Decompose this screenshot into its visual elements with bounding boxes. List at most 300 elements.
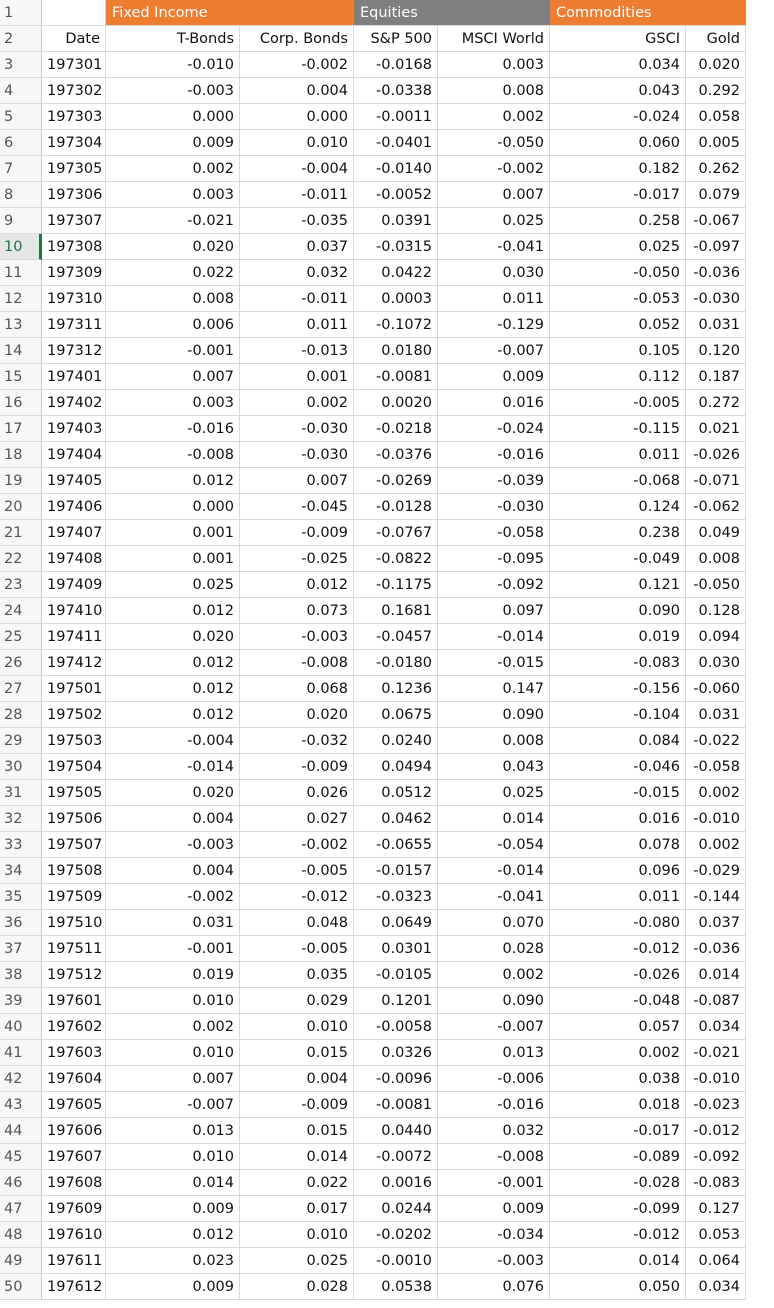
table-cell[interactable]: -0.0105 [354,962,438,988]
row-header[interactable]: 2 [0,26,42,52]
table-cell[interactable]: 197302 [42,78,106,104]
table-cell[interactable]: -0.011 [240,182,354,208]
table-cell[interactable]: 0.017 [240,1196,354,1222]
table-cell[interactable]: -0.0168 [354,52,438,78]
row-header[interactable]: 28 [0,702,42,728]
table-cell[interactable]: 0.004 [240,1066,354,1092]
table-cell[interactable]: 197307 [42,208,106,234]
table-cell[interactable]: 0.025 [438,208,550,234]
row-header[interactable]: 32 [0,806,42,832]
table-cell[interactable]: -0.012 [686,1118,746,1144]
table-cell[interactable]: 0.1681 [354,598,438,624]
table-cell[interactable]: -0.021 [106,208,240,234]
table-cell[interactable]: 0.090 [438,988,550,1014]
table-cell[interactable]: -0.035 [240,208,354,234]
table-cell[interactable]: 0.147 [438,676,550,702]
row-header[interactable]: 9 [0,208,42,234]
table-cell[interactable]: 197310 [42,286,106,312]
table-cell[interactable]: 0.013 [438,1040,550,1066]
row-header[interactable]: 46 [0,1170,42,1196]
table-cell[interactable]: 0.008 [686,546,746,572]
table-cell[interactable]: -0.0011 [354,104,438,130]
table-cell[interactable]: -0.1175 [354,572,438,598]
table-cell[interactable]: 0.003 [438,52,550,78]
table-cell[interactable]: -0.045 [240,494,354,520]
table-cell[interactable]: -0.009 [240,520,354,546]
table-cell[interactable]: 0.031 [106,910,240,936]
table-cell[interactable]: -0.025 [240,546,354,572]
table-cell[interactable]: 0.030 [686,650,746,676]
table-cell[interactable]: -0.028 [550,1170,686,1196]
table-cell[interactable]: 197601 [42,988,106,1014]
table-cell[interactable]: 0.011 [550,884,686,910]
table-cell[interactable]: -0.067 [686,208,746,234]
table-cell[interactable]: 0.073 [240,598,354,624]
table-cell[interactable]: -0.041 [438,234,550,260]
table-cell[interactable]: -0.026 [686,442,746,468]
table-cell[interactable]: -0.097 [686,234,746,260]
row-header[interactable]: 48 [0,1222,42,1248]
table-cell[interactable]: -0.0096 [354,1066,438,1092]
table-cell[interactable]: -0.016 [438,442,550,468]
table-cell[interactable]: 0.009 [106,1274,240,1300]
table-cell[interactable]: 0.002 [550,1040,686,1066]
table-cell[interactable]: 0.025 [106,572,240,598]
group-header-fixed-income[interactable]: Fixed Income [106,0,354,26]
table-cell[interactable]: 197412 [42,650,106,676]
table-cell[interactable]: 197505 [42,780,106,806]
table-cell[interactable]: -0.002 [240,832,354,858]
table-cell[interactable]: -0.004 [240,156,354,182]
table-cell[interactable]: 0.007 [438,182,550,208]
table-cell[interactable]: 0.020 [106,624,240,650]
table-cell[interactable]: 0.094 [686,624,746,650]
table-cell[interactable]: -0.016 [106,416,240,442]
table-cell[interactable]: 0.052 [550,312,686,338]
table-cell[interactable]: 0.0462 [354,806,438,832]
table-cell[interactable]: 0.015 [240,1118,354,1144]
row-header[interactable]: 49 [0,1248,42,1274]
table-cell[interactable]: 0.112 [550,364,686,390]
table-cell[interactable]: 0.079 [686,182,746,208]
table-cell[interactable]: 197605 [42,1092,106,1118]
table-cell[interactable]: -0.009 [240,754,354,780]
table-cell[interactable]: 0.0180 [354,338,438,364]
row-header[interactable]: 19 [0,468,42,494]
table-cell[interactable]: -0.092 [686,1144,746,1170]
table-cell[interactable]: -0.0822 [354,546,438,572]
table-cell[interactable]: -0.071 [686,468,746,494]
table-cell[interactable]: 0.009 [106,130,240,156]
table-cell[interactable]: 0.0675 [354,702,438,728]
table-cell[interactable]: -0.087 [686,988,746,1014]
table-cell[interactable]: 0.025 [438,780,550,806]
table-cell[interactable]: 0.012 [106,702,240,728]
table-cell[interactable]: 197611 [42,1248,106,1274]
table-cell[interactable]: -0.012 [240,884,354,910]
table-cell[interactable]: 0.005 [686,130,746,156]
table-cell[interactable]: 0.0512 [354,780,438,806]
table-cell[interactable]: 0.022 [106,260,240,286]
table-cell[interactable]: 0.032 [240,260,354,286]
table-cell[interactable]: 0.292 [686,78,746,104]
table-cell[interactable]: 0.187 [686,364,746,390]
table-cell[interactable]: 0.011 [550,442,686,468]
table-cell[interactable]: -0.030 [438,494,550,520]
table-cell[interactable]: 0.014 [106,1170,240,1196]
table-cell[interactable]: 0.020 [106,234,240,260]
table-cell[interactable]: 0.084 [550,728,686,754]
table-cell[interactable]: -0.104 [550,702,686,728]
table-cell[interactable]: 197608 [42,1170,106,1196]
table-cell[interactable]: 0.031 [686,702,746,728]
column-header-t-bonds[interactable]: T-Bonds [106,26,240,52]
table-cell[interactable]: 0.0391 [354,208,438,234]
table-cell[interactable]: 197409 [42,572,106,598]
table-cell[interactable]: 0.002 [106,1014,240,1040]
table-cell[interactable]: 197607 [42,1144,106,1170]
table-cell[interactable]: 0.009 [106,1196,240,1222]
table-cell[interactable]: 197508 [42,858,106,884]
row-header[interactable]: 3 [0,52,42,78]
table-cell[interactable]: 197312 [42,338,106,364]
table-cell[interactable]: -0.010 [686,1066,746,1092]
table-cell[interactable]: 197506 [42,806,106,832]
column-header-corp-bonds[interactable]: Corp. Bonds [240,26,354,52]
table-cell[interactable]: 197401 [42,364,106,390]
row-header[interactable]: 29 [0,728,42,754]
table-cell[interactable]: 0.000 [106,494,240,520]
table-cell[interactable]: 0.0016 [354,1170,438,1196]
column-header-gold[interactable]: Gold [686,26,746,52]
table-cell[interactable]: -0.0157 [354,858,438,884]
table-cell[interactable]: 197301 [42,52,106,78]
table-cell[interactable]: -0.054 [438,832,550,858]
table-cell[interactable]: 0.000 [106,104,240,130]
table-cell[interactable]: 0.008 [106,286,240,312]
table-cell[interactable]: 197411 [42,624,106,650]
table-cell[interactable]: -0.0655 [354,832,438,858]
table-cell[interactable]: -0.129 [438,312,550,338]
row-header[interactable]: 25 [0,624,42,650]
table-cell[interactable]: 0.027 [240,806,354,832]
table-cell[interactable]: 0.0020 [354,390,438,416]
table-cell[interactable]: 197510 [42,910,106,936]
table-cell[interactable]: 0.043 [438,754,550,780]
row-header[interactable]: 47 [0,1196,42,1222]
table-cell[interactable]: -0.0218 [354,416,438,442]
table-cell[interactable]: 0.030 [438,260,550,286]
table-cell[interactable]: -0.0081 [354,364,438,390]
table-cell[interactable]: -0.068 [550,468,686,494]
table-cell[interactable]: 197501 [42,676,106,702]
table-cell[interactable]: -0.011 [240,286,354,312]
table-cell[interactable]: 0.001 [106,520,240,546]
column-header-date[interactable]: Date [42,26,106,52]
table-cell[interactable]: 0.007 [106,1066,240,1092]
row-header[interactable]: 21 [0,520,42,546]
table-cell[interactable]: 0.018 [550,1092,686,1118]
table-cell[interactable]: 197610 [42,1222,106,1248]
group-header-equities[interactable]: Equities [354,0,550,26]
row-header[interactable]: 26 [0,650,42,676]
table-cell[interactable]: 0.182 [550,156,686,182]
table-cell[interactable]: 0.009 [438,1196,550,1222]
table-cell[interactable]: -0.003 [106,78,240,104]
table-cell[interactable]: 0.019 [550,624,686,650]
table-cell[interactable]: -0.053 [550,286,686,312]
table-cell[interactable]: 197504 [42,754,106,780]
table-cell[interactable]: 0.053 [686,1222,746,1248]
table-cell[interactable]: 0.0326 [354,1040,438,1066]
table-cell[interactable]: -0.0323 [354,884,438,910]
table-cell[interactable]: -0.0058 [354,1014,438,1040]
table-cell[interactable]: 0.048 [240,910,354,936]
table-cell[interactable]: -0.015 [550,780,686,806]
table-cell[interactable]: 0.0240 [354,728,438,754]
table-cell[interactable]: 0.025 [550,234,686,260]
table-cell[interactable]: 0.068 [240,676,354,702]
table-cell[interactable]: -0.036 [686,260,746,286]
table-cell[interactable]: -0.0072 [354,1144,438,1170]
table-cell[interactable]: -0.006 [438,1066,550,1092]
table-cell[interactable]: -0.003 [240,624,354,650]
row-header[interactable]: 41 [0,1040,42,1066]
table-cell[interactable]: -0.0457 [354,624,438,650]
table-cell[interactable]: -0.021 [686,1040,746,1066]
table-cell[interactable]: 0.003 [106,390,240,416]
table-cell[interactable]: 0.014 [550,1248,686,1274]
table-cell[interactable]: -0.008 [438,1144,550,1170]
table-cell[interactable]: 0.070 [438,910,550,936]
table-cell[interactable]: -0.004 [106,728,240,754]
table-cell[interactable]: 0.096 [550,858,686,884]
table-cell[interactable]: -0.014 [106,754,240,780]
table-cell[interactable]: 0.010 [106,988,240,1014]
row-header[interactable]: 14 [0,338,42,364]
table-cell[interactable]: 0.001 [240,364,354,390]
table-cell[interactable]: -0.007 [438,1014,550,1040]
table-cell[interactable]: -0.0180 [354,650,438,676]
row-header[interactable]: 50 [0,1274,42,1300]
table-cell[interactable]: -0.013 [240,338,354,364]
row-header[interactable]: 16 [0,390,42,416]
table-cell[interactable]: -0.029 [686,858,746,884]
row-header[interactable]: 22 [0,546,42,572]
table-cell[interactable]: -0.0269 [354,468,438,494]
table-cell[interactable]: 0.0538 [354,1274,438,1300]
row-header[interactable]: 37 [0,936,42,962]
table-cell[interactable]: -0.001 [106,936,240,962]
table-cell[interactable]: -0.017 [550,182,686,208]
table-cell[interactable]: 197405 [42,468,106,494]
table-cell[interactable]: -0.041 [438,884,550,910]
table-cell[interactable]: 0.037 [686,910,746,936]
table-cell[interactable]: -0.009 [240,1092,354,1118]
table-cell[interactable]: -0.008 [240,650,354,676]
table-cell[interactable]: 197603 [42,1040,106,1066]
table-cell[interactable]: 0.097 [438,598,550,624]
table-cell[interactable]: -0.048 [550,988,686,1014]
table-cell[interactable]: -0.032 [240,728,354,754]
table-cell[interactable]: 0.038 [550,1066,686,1092]
table-cell[interactable]: 0.004 [240,78,354,104]
row-header[interactable]: 1 [0,0,42,26]
table-cell[interactable]: 197303 [42,104,106,130]
row-header[interactable]: 12 [0,286,42,312]
table-cell[interactable]: -0.001 [106,338,240,364]
column-header-gsci[interactable]: GSCI [550,26,686,52]
table-cell[interactable]: 0.0003 [354,286,438,312]
row-header[interactable]: 10 [0,234,42,260]
table-cell[interactable]: -0.0767 [354,520,438,546]
table-cell[interactable]: 0.029 [240,988,354,1014]
table-cell[interactable]: 0.090 [550,598,686,624]
table-cell[interactable]: 0.023 [106,1248,240,1274]
row-header[interactable]: 27 [0,676,42,702]
table-cell[interactable]: 197406 [42,494,106,520]
row-header[interactable]: 18 [0,442,42,468]
table-cell[interactable]: 197403 [42,416,106,442]
table-cell[interactable]: 197407 [42,520,106,546]
table-cell[interactable]: -0.0315 [354,234,438,260]
table-cell[interactable]: 0.034 [550,52,686,78]
table-cell[interactable]: -0.083 [550,650,686,676]
row-header[interactable]: 4 [0,78,42,104]
table-cell[interactable]: 0.026 [240,780,354,806]
table-cell[interactable]: 0.016 [438,390,550,416]
table-cell[interactable]: 0.012 [106,468,240,494]
table-cell[interactable]: 197512 [42,962,106,988]
table-cell[interactable]: -0.012 [550,1222,686,1248]
table-cell[interactable]: 0.010 [240,1014,354,1040]
table-cell[interactable]: 0.007 [240,468,354,494]
table-cell[interactable]: 0.011 [438,286,550,312]
table-cell[interactable]: -0.012 [550,936,686,962]
table-cell[interactable]: 0.016 [550,806,686,832]
table-cell[interactable]: 0.012 [106,676,240,702]
table-cell[interactable]: 0.037 [240,234,354,260]
row-header[interactable]: 11 [0,260,42,286]
table-cell[interactable]: 0.121 [550,572,686,598]
table-cell[interactable]: -0.050 [438,130,550,156]
table-cell[interactable]: 0.012 [106,598,240,624]
table-cell[interactable]: -0.002 [240,52,354,78]
table-cell[interactable]: 0.002 [438,104,550,130]
table-cell[interactable]: -0.144 [686,884,746,910]
table-cell[interactable]: 0.022 [240,1170,354,1196]
table-cell[interactable]: 0.020 [106,780,240,806]
table-cell[interactable]: -0.046 [550,754,686,780]
table-cell[interactable]: -0.092 [438,572,550,598]
table-cell[interactable]: 0.003 [106,182,240,208]
table-cell[interactable]: -0.034 [438,1222,550,1248]
table-cell[interactable]: -0.030 [240,416,354,442]
table-cell[interactable]: 197609 [42,1196,106,1222]
table-cell[interactable]: 0.028 [438,936,550,962]
row-header[interactable]: 17 [0,416,42,442]
table-cell[interactable]: -0.089 [550,1144,686,1170]
table-cell[interactable]: 0.010 [106,1144,240,1170]
table-cell[interactable]: -0.026 [550,962,686,988]
table-cell[interactable]: -0.014 [438,858,550,884]
table-cell[interactable]: -0.083 [686,1170,746,1196]
table-cell[interactable]: 0.0422 [354,260,438,286]
row-header[interactable]: 23 [0,572,42,598]
table-cell[interactable]: 197402 [42,390,106,416]
table-cell[interactable]: -0.0010 [354,1248,438,1274]
group-header-commodities[interactable]: Commodities [550,0,746,26]
table-cell[interactable]: 0.035 [240,962,354,988]
table-cell[interactable]: -0.058 [686,754,746,780]
table-cell[interactable]: -0.099 [550,1196,686,1222]
table-cell[interactable]: -0.0128 [354,494,438,520]
row-header[interactable]: 24 [0,598,42,624]
table-cell[interactable]: -0.024 [438,416,550,442]
table-cell[interactable]: -0.005 [240,858,354,884]
table-cell[interactable]: -0.060 [686,676,746,702]
table-cell[interactable]: -0.0202 [354,1222,438,1248]
table-cell[interactable]: -0.0140 [354,156,438,182]
table-cell[interactable]: -0.030 [240,442,354,468]
table-cell[interactable]: -0.016 [438,1092,550,1118]
table-cell[interactable]: -0.0052 [354,182,438,208]
row-header[interactable]: 8 [0,182,42,208]
table-cell[interactable]: 0.008 [438,728,550,754]
table-cell[interactable]: -0.036 [686,936,746,962]
table-cell[interactable]: 0.105 [550,338,686,364]
table-cell[interactable]: -0.0401 [354,130,438,156]
table-cell[interactable]: 197305 [42,156,106,182]
row-header[interactable]: 42 [0,1066,42,1092]
table-cell[interactable]: 0.032 [438,1118,550,1144]
table-cell[interactable]: -0.010 [686,806,746,832]
table-cell[interactable]: 0.028 [240,1274,354,1300]
table-cell[interactable]: -0.156 [550,676,686,702]
table-cell[interactable]: 0.001 [106,546,240,572]
table-cell[interactable]: -0.062 [686,494,746,520]
table-cell[interactable]: 0.010 [240,130,354,156]
table-cell[interactable]: 0.034 [686,1274,746,1300]
table-cell[interactable]: 0.120 [686,338,746,364]
table-cell[interactable]: 0.014 [240,1144,354,1170]
table-cell[interactable]: 0.020 [686,52,746,78]
row-header[interactable]: 40 [0,1014,42,1040]
table-cell[interactable]: -0.095 [438,546,550,572]
table-cell[interactable]: 0.060 [550,130,686,156]
table-cell[interactable]: 197602 [42,1014,106,1040]
table-cell[interactable]: 0.015 [240,1040,354,1066]
row-header[interactable]: 34 [0,858,42,884]
table-cell[interactable]: -0.014 [438,624,550,650]
table-cell[interactable]: 197304 [42,130,106,156]
table-cell[interactable]: 0.019 [106,962,240,988]
row-header[interactable]: 30 [0,754,42,780]
table-cell[interactable]: -0.005 [240,936,354,962]
table-cell[interactable]: 197511 [42,936,106,962]
table-cell[interactable]: 0.014 [438,806,550,832]
table-cell[interactable]: 197606 [42,1118,106,1144]
table-cell[interactable]: 0.025 [240,1248,354,1274]
table-cell[interactable]: 0.034 [686,1014,746,1040]
table-cell[interactable]: 0.002 [686,832,746,858]
table-cell[interactable]: -0.005 [550,390,686,416]
table-cell[interactable]: 0.050 [550,1274,686,1300]
table-cell[interactable]: -0.0338 [354,78,438,104]
row-header[interactable]: 45 [0,1144,42,1170]
table-cell[interactable]: -0.003 [438,1248,550,1274]
table-cell[interactable]: 0.124 [550,494,686,520]
